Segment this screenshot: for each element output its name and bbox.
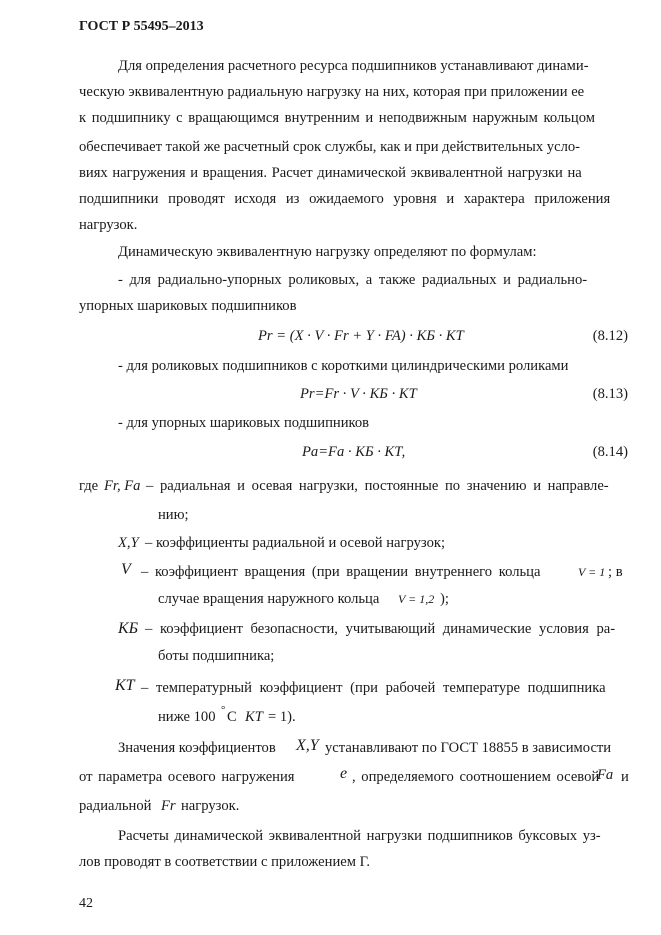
formula-8-13: Pr=Fr · V · KБ · KТ [300, 386, 417, 402]
def4-line-1: – коэффициент безопасности, учитывающий динамические условия ра- [145, 621, 616, 637]
def3-line-2c: ); [440, 591, 449, 607]
def1-line-2: нию; [158, 507, 189, 523]
para3-line-1c: устанавливают по ГОСТ 18855 в зависимости [325, 740, 612, 756]
item1-line-1: - для радиально-упорных роликовых, а также радиальных и радиально- [118, 272, 588, 288]
def5-line-1: – температурный коэффициент (при рабочей температуре подшипника [141, 680, 606, 696]
para1-line-7: нагрузок. [79, 217, 138, 233]
para3-fa-symbol: Fa [597, 767, 614, 783]
para3-line-2a: от параметра осевого нагружения [79, 769, 295, 785]
def5-line-2a: ниже 100 [158, 709, 216, 725]
def3-v-value-2: V = 1,2 [398, 592, 435, 606]
formula-8-12: Pr = (X · V · Fr + Y · FA) · KБ · KТ [258, 328, 464, 344]
def3-line-1c: ; в [608, 564, 623, 580]
def2-text: – коэффициенты радиальной и осевой нагрузок; [145, 535, 446, 551]
formula-number-8-13: (8.13) [592, 386, 628, 402]
para4-line-1: Расчеты динамической эквивалентной нагрузки подшипников буксовых уз- [118, 828, 601, 844]
def4-line-2: боты подшипника; [158, 648, 275, 664]
def3-v-value-1: V = 1 [578, 565, 606, 579]
para3-line-2c: , определяемого соотношением осевой [352, 769, 600, 785]
def5-celsius: С [227, 709, 237, 725]
formula-8-14: Pa=Fa · KБ · KТ, [302, 444, 406, 460]
para3-line-2e: и [621, 769, 629, 785]
para1-line-4: обеспечивает такой же расчетный срок службы, как и при действительных усло- [79, 139, 581, 155]
document-header: ГОСТ Р 55495–2013 [79, 19, 204, 34]
def5-line-2e: = 1). [268, 709, 296, 725]
para3-line-1a: Значения коэффициентов [118, 740, 276, 756]
para1-line-3: к подшипнику с вращающимся внутренним и неподвижным наружным кольцом [79, 110, 595, 126]
def3-line-2a: случае вращения наружного кольца [158, 591, 380, 607]
para1-line-1: Для определения расчетного ресурса подшипников устанавливают динами- [118, 58, 589, 74]
para3-xy-symbol: X,Y [296, 737, 319, 754]
para1-line-5: виях нагружения и вращения. Расчет динамической эквивалентной нагрузки на [79, 165, 582, 181]
para3-line-3a: радиальной [79, 798, 152, 814]
para3-fr-symbol: Fr [161, 798, 176, 814]
item1-line-2: упорных шариковых подшипников [79, 298, 297, 314]
def4-symbol: KБ [118, 620, 139, 637]
def5-symbol: KТ [115, 677, 135, 694]
item2-line: - для роликовых подшипников с короткими цилиндрическими роликами [118, 358, 569, 374]
para3-line-3c: нагрузок. [181, 798, 240, 814]
formula-number-8-14: (8.14) [592, 444, 628, 460]
para4-line-2: лов проводят в соответствии с приложением Г. [79, 854, 371, 870]
para2-line: Динамическую эквивалентную нагрузку определяют по формулам: [118, 244, 537, 260]
def3-line-1a: – коэффициент вращения (при вращении внутреннего кольца [141, 564, 541, 580]
def5-kt-symbol: KТ [245, 709, 263, 725]
formula-number-8-12: (8.12) [592, 328, 628, 344]
def3-symbol: V [121, 561, 131, 578]
para3-e-symbol: e [340, 765, 348, 782]
item3-line: - для упорных шариковых подшипников [118, 415, 370, 431]
page-number: 42 [79, 896, 93, 911]
para1-line-2: ческую эквивалентную радиальную нагрузку на них, которая при приложении ее [79, 84, 585, 100]
def1-symbol: Fr, Fa [104, 478, 141, 494]
degree-sign: ° [221, 704, 226, 716]
def2-symbol: X,Y [118, 535, 139, 551]
para1-line-6: подшипники проводят исходя из ожидаемого уровня и характера приложения [79, 191, 611, 207]
def1-line-1: – радиальная и осевая нагрузки, постоянные по значению и направле- [146, 478, 609, 494]
where-lead: где [79, 478, 99, 494]
